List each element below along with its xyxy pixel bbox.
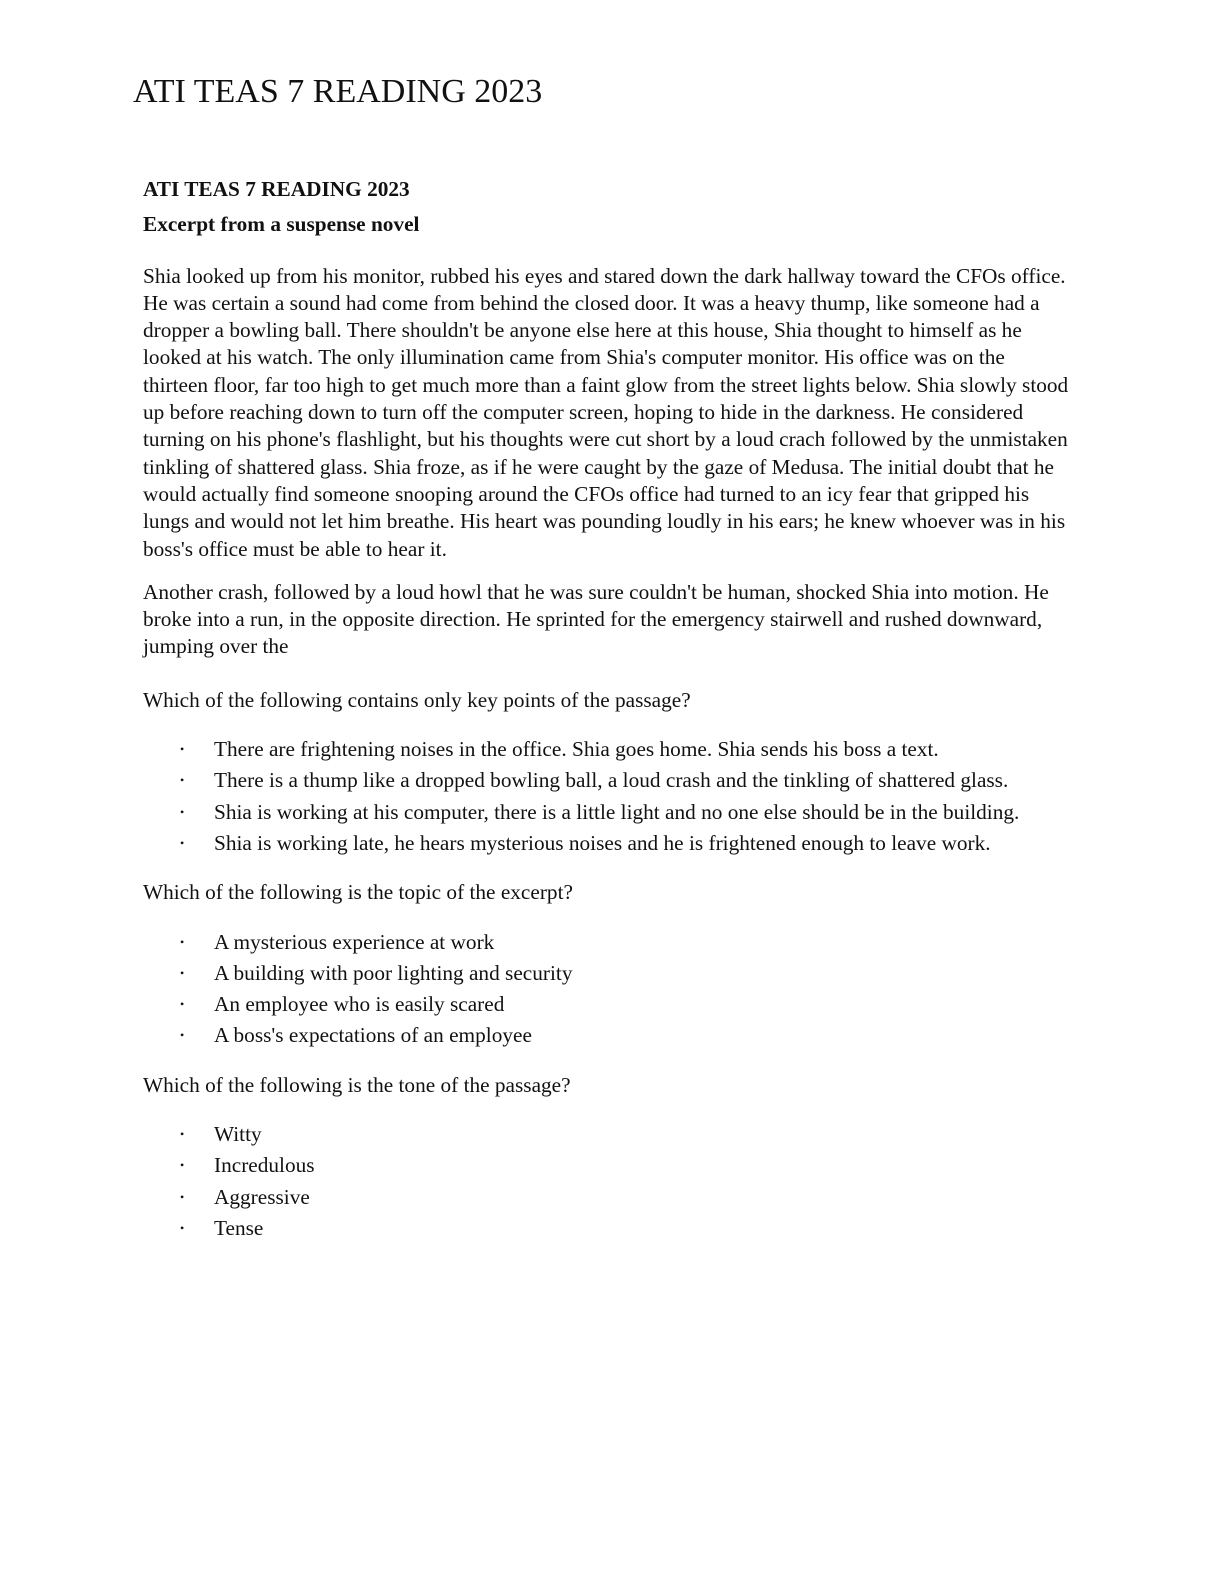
question-3-prompt: Which of the following is the tone of the passage? [143,1072,571,1097]
option-text: Witty [214,1122,262,1147]
question-3-options [143,1121,1073,1242]
bullet-icon: • [180,742,185,757]
bullet-icon: • [180,1028,185,1043]
option-list-item [143,1121,1073,1148]
option-text: There are frightening noises in the office. Shia goes home. Shia sends his boss a text. [214,737,939,762]
option-list-item [143,960,1073,987]
option-text: A boss's expectations of an employee [214,1023,532,1048]
bullet-icon: • [180,804,185,819]
bullet-icon: • [180,1158,185,1173]
bullet-icon: • [180,773,185,788]
option-list-item [143,1215,1073,1242]
bullet-icon: • [180,835,185,850]
question-2-prompt: Which of the following is the topic of the excerpt? [143,880,573,905]
section-subheading: Excerpt from a suspense novel [143,212,420,237]
option-list-item [143,1152,1073,1179]
option-list-item [143,736,1073,763]
option-text: Incredulous [214,1153,315,1178]
bullet-icon: • [180,1127,185,1142]
option-list-item [143,1184,1073,1211]
option-text: A mysterious experience at work [214,929,495,954]
question-1-options [143,736,1073,857]
option-text: A building with poor lighting and security [214,960,573,985]
option-text: Shia is working late, he hears mysterious noises and he is frightened enough to leave work. [214,830,991,855]
option-text: Shia is working at his computer, there is a little light and no one else should be in the building. [214,799,1020,824]
bullet-icon: • [180,934,185,949]
option-text: An employee who is easily scared [214,992,505,1017]
section-heading: ATI TEAS 7 READING 2023 [143,177,410,201]
question-2-options [143,929,1073,1050]
option-list-item [143,830,1073,857]
option-list-item [143,767,1073,794]
option-list-item [143,929,1073,956]
question-1-prompt: Which of the following contains only key points of the passage? [143,687,691,712]
passage-paragraph-1: Shia looked up from his monitor, rubbed his eyes and stared down the dark hallway toward the CFOs office. He was certain a sound had come from behind the closed door. It was a heavy thump, like someone had a dropper a bowling ball. There shouldn't be anyone else here at this house, Shia thought to himself as he looked at his watch. The only illumination came from Shia's computer monitor. His office was on the thirteen floor, far too high to get much more than a faint glow from the street lights below. Shia slowly stood up before reaching down to turn off the computer screen, hoping to hide in the darkness. He considered turning on his phone's flashlight, but his thoughts were cut short by a loud crach followed by the unmistaken tinkling of shattered glass. Shia froze, as if he were caught by the gaze of Medusa. The initial doubt that he would actually find someone snooping around the CFOs office had turned to an icy fear that gripped his lungs and would not let him breathe. His heart was pounding loudly in his ears; he knew whoever was in his boss's office must be able to hear it. [143,263,1069,561]
option-text: There is a thump like a dropped bowling ball, a loud crash and the tinkling of shattered glass. [214,768,1009,793]
bullet-icon: • [180,965,185,980]
bullet-icon: • [180,1189,185,1204]
option-list-item [143,991,1073,1018]
option-list-item [143,799,1073,826]
document-title: ATI TEAS 7 READING 2023 [133,73,543,110]
option-text: Aggressive [214,1184,310,1209]
bullet-icon: • [180,997,185,1012]
passage-paragraph-2: Another crash, followed by a loud howl that he was sure couldn't be human, shocked Shia into motion. He broke into a run, in the opposite direction. He sprinted for the emergency stairwell and rushed downward, jumping over the [143,579,1049,659]
option-list-item [143,1022,1073,1049]
option-text: Tense [214,1215,264,1240]
bullet-icon: • [180,1220,185,1235]
document-body [143,176,1073,1246]
